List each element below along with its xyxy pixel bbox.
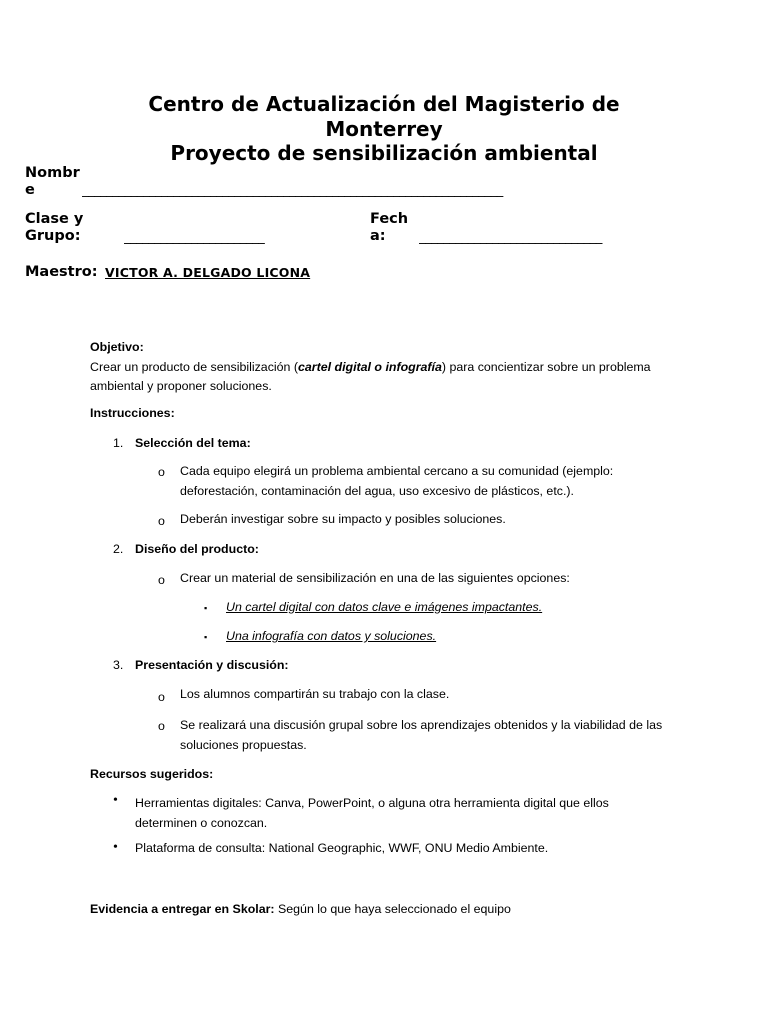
item1-sub2-bullet: o — [158, 514, 165, 528]
objetivo-emphasis: cartel digital o infografía — [298, 359, 442, 374]
item3-number: 3. — [113, 658, 124, 672]
clase-grupo-field[interactable]: _______________________ — [124, 231, 265, 245]
recursos-heading: Recursos sugeridos: — [90, 767, 214, 781]
recursos-item1-text: Herramientas digitales: Canva, PowerPoint, o alguna otra herramienta digital que ellos determinen o conozcan. — [135, 796, 609, 830]
item1-number: 1. — [113, 436, 124, 450]
item1-sub1-bullet: o — [158, 465, 165, 479]
title-line-3: Proyecto de sensibilización ambiental — [170, 141, 598, 165]
item2-number: 2. — [113, 542, 124, 556]
objetivo-text-line2: ambiental y proponer soluciones. — [90, 379, 272, 393]
fecha-field[interactable]: ______________________________ — [419, 231, 603, 245]
item2-opt2-text: Una infografía con datos y soluciones. — [226, 629, 437, 643]
evidencia-text: Según lo que haya seleccionado el equipo — [274, 902, 511, 916]
recursos-item2-bullet: • — [113, 840, 118, 855]
item3-sub2-bullet: o — [158, 719, 165, 733]
item2-sub1-bullet: o — [158, 573, 165, 587]
item2-opt1-text: Un cartel digital con datos clave e imágenes impactantes. — [226, 600, 543, 614]
recursos-item1-bullet: • — [113, 793, 118, 808]
item3-sub2-text: Se realizará una discusión grupal sobre los aprendizajes obtenidos y la viabilidad de las soluciones propuestas. — [180, 718, 663, 752]
instrucciones-heading: Instrucciones: — [90, 406, 175, 420]
clase-grupo-label: Clase y Grupo: — [25, 211, 84, 244]
document-title — [0, 92, 768, 166]
item2-sub1-text: Crear un material de sensibilización en una de las siguientes opciones: — [180, 571, 570, 585]
title-line-2: Monterrey — [325, 116, 443, 141]
objetivo-text-line1: Crear un producto de sensibilización (cartel digital o infografía) para concientizar sobre un problema — [90, 359, 651, 374]
fecha-label: Fech a: — [370, 211, 409, 244]
objetivo-section — [90, 338, 670, 397]
objetivo-heading: Objetivo: — [90, 340, 144, 354]
item3-sub1-text: Los alumnos compartirán su trabajo con la clase. — [180, 687, 450, 701]
item2-opt1-bullet: ▪ — [204, 603, 208, 613]
item3-sub1-bullet: o — [158, 690, 165, 704]
item3-title: Presentación y discusión: — [135, 658, 289, 672]
maestro-value: VICTOR A. DELGADO LICONA — [105, 265, 311, 280]
evidencia-label: Evidencia a entregar en Skolar: — [90, 902, 275, 916]
item1-sub1-text: Cada equipo elegirá un problema ambiental cercano a su comunidad (ejemplo: deforestación, contaminación del agua, uso excesivo de plásticos, etc.). — [180, 464, 614, 498]
maestro-label: Maestro: — [25, 264, 98, 280]
item2-title: Diseño del producto: — [135, 542, 259, 556]
recursos-item2-text: Plataforma de consulta: National Geographic, WWF, ONU Medio Ambiente. — [135, 841, 549, 855]
item1-sub2-text: Deberán investigar sobre su impacto y posibles soluciones. — [180, 512, 506, 526]
title-line-1: Centro de Actualización del Magisterio de — [148, 92, 620, 116]
item2-opt2-bullet: ▪ — [204, 632, 208, 642]
nombre-label: Nombr e — [25, 165, 80, 198]
nombre-field[interactable]: _____________________________________________________________________ — [82, 184, 503, 198]
item1-title: Selección del tema: — [135, 436, 251, 450]
evidencia-line — [90, 900, 670, 920]
